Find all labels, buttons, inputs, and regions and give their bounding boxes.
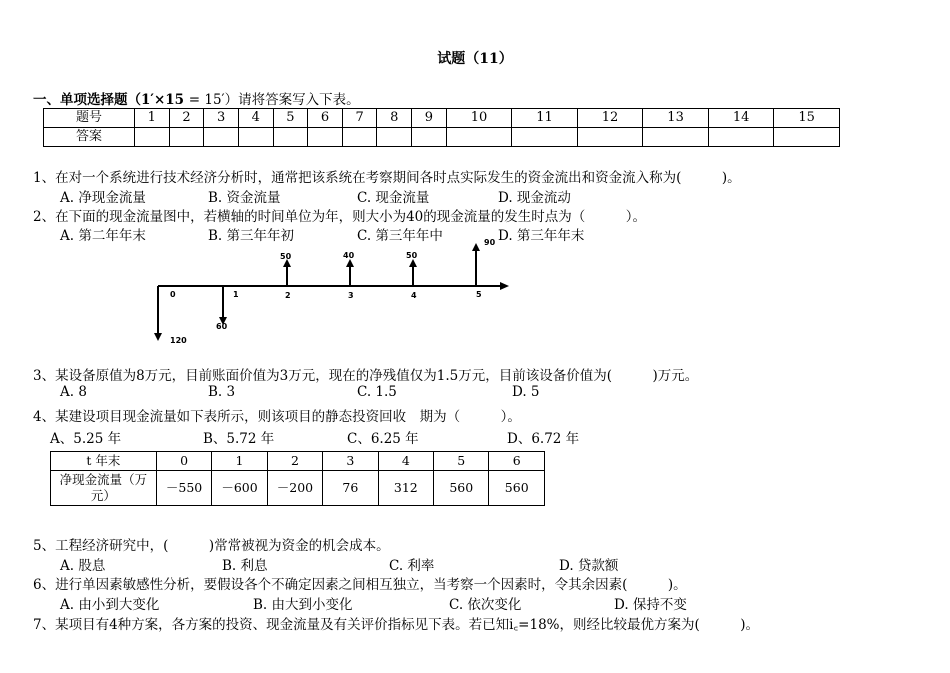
question-4-option-c: C、6.25 年 [347, 431, 419, 447]
question-7-text: 7、某项目有4种方案，各方案的投资、现金流量及有关评价指标见下表。若已知i꜀=18%，则经比较最优方案为( )。 [33, 617, 760, 633]
inflow-label-year-5: 90 [484, 238, 496, 247]
answer-table-number: 9 [412, 109, 447, 128]
outflow-label-year-0: 120 [170, 336, 187, 345]
cash-flow-table-value: 312 [378, 471, 433, 506]
question-6-option-d: D. 保持不变 [614, 597, 687, 613]
answer-cell[interactable] [204, 128, 239, 147]
inflow-label-year-4: 50 [406, 251, 418, 260]
question-4-option-b: B、5.72 年 [203, 431, 275, 447]
cash-flow-table-value: －200 [267, 471, 322, 506]
question-6-option-a: A. 由小到大变化 [60, 597, 160, 613]
answer-table-number: 2 [169, 109, 204, 128]
answer-table-number: 12 [577, 109, 643, 128]
cash-flow-table-year: 6 [489, 452, 545, 471]
question-5-option-d: D. 贷款额 [559, 558, 619, 574]
row-label-line-1: 净现金流量（万 [59, 472, 148, 487]
section-heading-tail: = 15′）请将答案写入下表。 [188, 92, 360, 108]
question-1-option-b: B. 资金流量 [208, 190, 281, 206]
question-5-option-b: B. 利息 [222, 558, 268, 574]
question-3-option-d: D. 5 [512, 384, 540, 400]
inflow-label-year-3: 40 [343, 251, 355, 260]
answer-table-number: 15 [774, 109, 840, 128]
answer-table-number: 11 [512, 109, 578, 128]
cash-flow-table-value: 560 [489, 471, 545, 506]
question-3-option-c: C. 1.5 [357, 384, 397, 400]
question-5-option-a: A. 股息 [60, 558, 106, 574]
axis-label-4: 4 [411, 291, 417, 300]
time-axis-arrowhead [500, 282, 509, 290]
question-1-option-a: A. 净现金流量 [60, 190, 146, 206]
question-3-option-a: A. 8 [60, 384, 87, 400]
answer-cell[interactable] [577, 128, 643, 147]
cash-flow-table-year: 1 [212, 452, 267, 471]
cash-flow-table-year: 0 [156, 452, 211, 471]
question-4-option-a: A、5.25 年 [50, 431, 122, 447]
cash-flow-table-row-label [51, 471, 157, 506]
axis-label-5: 5 [476, 290, 482, 299]
answer-cell[interactable] [643, 128, 709, 147]
page-title: 试题（11） [437, 51, 513, 67]
inflow-label-year-2: 50 [280, 252, 292, 261]
answer-table-row-label: 答案 [44, 128, 135, 147]
cash-flow-table-year: 3 [323, 452, 378, 471]
answer-cell[interactable] [512, 128, 578, 147]
question-2-option-d: D. 第三年年末 [498, 228, 585, 244]
answer-table-number: 4 [238, 109, 273, 128]
answer-table-number: 1 [135, 109, 170, 128]
question-1-option-d: D. 现金流动 [498, 190, 571, 206]
question-1-option-c: C. 现金流量 [357, 190, 430, 206]
section-heading-main: 一、单项选择题（1′×15 [33, 92, 189, 108]
answer-cell[interactable] [273, 128, 308, 147]
axis-label-2: 2 [285, 291, 291, 300]
cash-flow-table-value: －550 [156, 471, 211, 506]
outflow-label-year-1: 60 [216, 322, 228, 331]
answer-table-number: 13 [643, 109, 709, 128]
answer-table-answer-row [44, 128, 840, 147]
cash-flow-table-value: 560 [434, 471, 489, 506]
answer-table-number: 14 [708, 109, 774, 128]
row-label-line-2: 元） [90, 488, 116, 503]
cash-flow-table-header-label: t 年末 [51, 452, 157, 471]
question-6-option-b: B. 由大到小变化 [253, 597, 353, 613]
answer-table-number: 3 [204, 109, 239, 128]
answer-table [43, 108, 840, 147]
answer-cell[interactable] [342, 128, 377, 147]
cash-flow-diagram [140, 235, 520, 350]
answer-table-number: 6 [308, 109, 343, 128]
answer-cell[interactable] [412, 128, 447, 147]
question-3-text: 3、某设备原值为8万元，目前账面价值为3万元，现在的净残值仅为1.5万元，目前该设备价值为( )万元。 [33, 368, 699, 384]
axis-label-1: 1 [233, 290, 239, 299]
answer-cell[interactable] [135, 128, 170, 147]
answer-cell[interactable] [446, 128, 512, 147]
cash-flow-table-year: 4 [378, 452, 433, 471]
question-4-text: 4、某建设项目现金流量如下表所示，则该项目的静态投资回收 期为（ ）。 [33, 409, 521, 425]
answer-table-number-row [44, 109, 840, 128]
cash-flow-table-year: 5 [434, 452, 489, 471]
axis-label-3: 3 [348, 291, 354, 300]
answer-cell[interactable] [774, 128, 840, 147]
question-5-text: 5、工程经济研究中，( )常常被视为资金的机会成本。 [33, 538, 390, 554]
question-2-text: 2、在下面的现金流量图中，若横轴的时间单位为年，则大小为40的现金流量的发生时点为（ ）。 [33, 209, 647, 225]
answer-table-number: 10 [446, 109, 512, 128]
cash-flow-table-header-row [51, 452, 545, 471]
answer-cell[interactable] [238, 128, 273, 147]
section-heading [33, 88, 360, 108]
question-5-option-c: C. 利率 [389, 558, 435, 574]
question-2-option-c: C. 第三年年中 [357, 228, 443, 244]
answer-cell[interactable] [308, 128, 343, 147]
question-6-text: 6、进行单因素敏感性分析，要假设各个不确定因素之间相互独立，当考察一个因素时，令其余因素( )。 [33, 577, 687, 593]
answer-table-number: 5 [273, 109, 308, 128]
question-1-text: 1、在对一个系统进行技术经济分析时，通常把该系统在考察期间各时点实际发生的资金流出和资金流入称为( )。 [33, 170, 741, 186]
axis-label-0: 0 [170, 290, 176, 299]
answer-cell[interactable] [169, 128, 204, 147]
question-4-option-d: D、6.72 年 [507, 431, 580, 447]
question-6-option-c: C. 依次变化 [449, 597, 522, 613]
cash-flow-table-value: －600 [212, 471, 267, 506]
question-2-option-a: A. 第二年年末 [60, 228, 146, 244]
answer-table-number: 8 [377, 109, 412, 128]
answer-table-row-label: 题号 [44, 109, 135, 128]
cash-flow-table-value: 76 [323, 471, 378, 506]
question-3-option-b: B. 3 [208, 384, 236, 400]
cash-flow-table-value-row [51, 471, 545, 506]
answer-table-number: 7 [342, 109, 377, 128]
cash-flow-table-year: 2 [267, 452, 322, 471]
answer-cell[interactable] [377, 128, 412, 147]
question-2-option-b: B. 第三年年初 [208, 228, 295, 244]
cash-flow-table [50, 451, 545, 506]
answer-cell[interactable] [708, 128, 774, 147]
